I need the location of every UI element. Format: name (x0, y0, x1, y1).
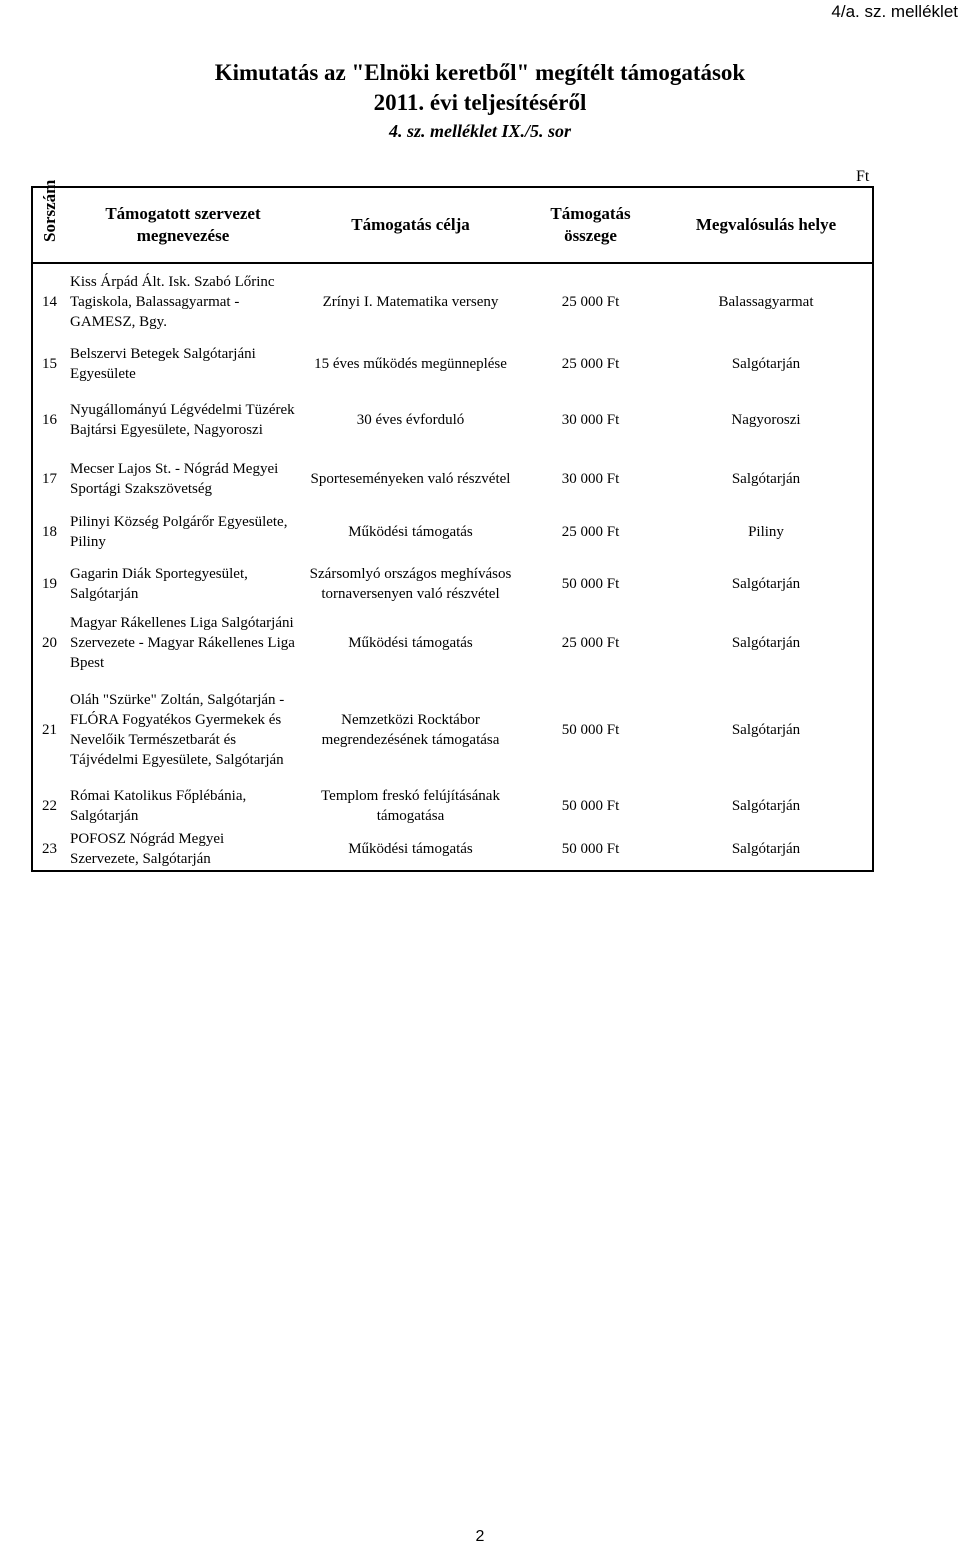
org-name: Mecser Lajos St. - Nógrád Megyei Sportági Szakszövetség (70, 461, 279, 497)
row-number: 23 (42, 840, 57, 857)
row-number: 19 (42, 576, 57, 592)
grant-amount: 50 000 Ft (561, 840, 620, 857)
grant-location: Balassagyarmat (718, 293, 814, 310)
currency-unit: Ft (856, 168, 870, 185)
table-row (32, 451, 873, 507)
document-title: Kimutatás az "Elnöki keretből" megítélt támogatások (214, 60, 746, 85)
grant-amount: 25 000 Ft (561, 524, 620, 540)
grant-purpose: 15 éves működés megünneplése (314, 356, 507, 372)
table-row (32, 339, 873, 389)
grant-purpose: Szársomlyó országos meghívásos tornaversenyen való részvétel (309, 566, 512, 602)
grant-location: Salgótarján (731, 471, 801, 487)
row-number: 21 (42, 722, 57, 738)
table-row (32, 785, 873, 827)
org-name: Nyugállományú Légvédelmi Tüzérek Bajtársi Egyesülete, Nagyoroszi (70, 402, 295, 438)
grant-amount: 50 000 Ft (561, 722, 620, 738)
header-serial-label: Sorszám (40, 179, 59, 242)
annex-reference: 4. sz. melléklet IX./5. sor (388, 121, 571, 141)
grant-amount: 25 000 Ft (561, 293, 620, 310)
grant-purpose: 30 éves évforduló (356, 412, 465, 428)
header-amount: Támogatás összege (521, 187, 660, 263)
org-name: Pilinyi Község Polgárőr Egyesülete, Piliny (70, 514, 288, 550)
header-purpose: Támogatás célja (300, 187, 521, 263)
org-name: Római Katolikus Főplébánia, Salgótarján (70, 788, 247, 824)
grant-location: Salgótarján (731, 635, 801, 651)
table-row (32, 557, 873, 611)
row-number: 18 (42, 524, 57, 540)
document-subtitle: 2011. évi teljesítéséről (373, 90, 587, 115)
grant-purpose: Működési támogatás (348, 524, 473, 540)
grant-amount: 25 000 Ft (561, 635, 620, 651)
grants-table (31, 179, 874, 872)
table-row (32, 611, 873, 675)
grant-amount: 25 000 Ft (561, 356, 620, 372)
header-row (32, 187, 873, 263)
grant-location: Salgótarján (731, 722, 801, 738)
grant-purpose: Templom freskó felújításának támogatása (321, 788, 500, 824)
grant-location: Piliny (748, 524, 784, 540)
row-number: 22 (42, 798, 57, 814)
grant-location: Salgótarján (731, 840, 801, 857)
grant-purpose: Zrínyi I. Matematika verseny (322, 293, 499, 310)
grant-location: Salgótarján (731, 576, 801, 592)
row-number: 16 (42, 412, 57, 428)
row-number: 20 (42, 635, 57, 651)
annex-label: 4/a. sz. melléklet (831, 2, 958, 21)
page-number: 2 (475, 1528, 485, 1545)
table-row (32, 675, 873, 785)
grant-purpose: Működési támogatás (348, 635, 473, 651)
grant-amount: 30 000 Ft (561, 471, 620, 487)
grant-purpose: Sporteseményeken való részvétel (310, 471, 511, 487)
org-name: Magyar Rákellenes Liga Salgótarjáni Szervezete - Magyar Rákellenes Liga Bpest (70, 615, 295, 671)
grant-location: Nagyoroszi (731, 412, 801, 428)
row-number: 17 (42, 471, 57, 487)
grant-location: Salgótarján (731, 798, 801, 814)
org-name: Kiss Árpád Ált. Isk. Szabó Lőrinc Tagiskola, Balassagyarmat - GAMESZ, Bgy. (70, 273, 275, 330)
header-org: Támogatott szervezet megnevezése (66, 187, 300, 263)
org-name: POFOSZ Nógrád Megyei Szervezete, Salgótarján (70, 830, 225, 867)
grant-location: Salgótarján (731, 356, 801, 372)
grant-amount: 30 000 Ft (561, 412, 620, 428)
header-serial (32, 179, 66, 263)
table-row (32, 827, 873, 871)
org-name: Gagarin Diák Sportegyesület, Salgótarján (70, 566, 248, 602)
table-row (32, 263, 873, 339)
row-number: 14 (42, 293, 57, 310)
grant-purpose: Működési támogatás (348, 840, 473, 857)
header-location: Megvalósulás helye (660, 187, 873, 263)
org-name: Oláh "Szürke" Zoltán, Salgótarján - FLÓRA Fogyatékos Gyermekek és Nevelőik Természetbarát és Tájvédelmi Egyesülete, Salgótarján (70, 692, 285, 768)
grant-amount: 50 000 Ft (561, 798, 620, 814)
row-number: 15 (42, 356, 57, 372)
grant-purpose: Nemzetközi Rocktábor megrendezésének támogatása (321, 712, 500, 748)
table-row (32, 389, 873, 451)
org-name: Belszervi Betegek Salgótarjáni Egyesülete (70, 346, 256, 382)
grant-amount: 50 000 Ft (561, 576, 620, 592)
table-row (32, 507, 873, 557)
